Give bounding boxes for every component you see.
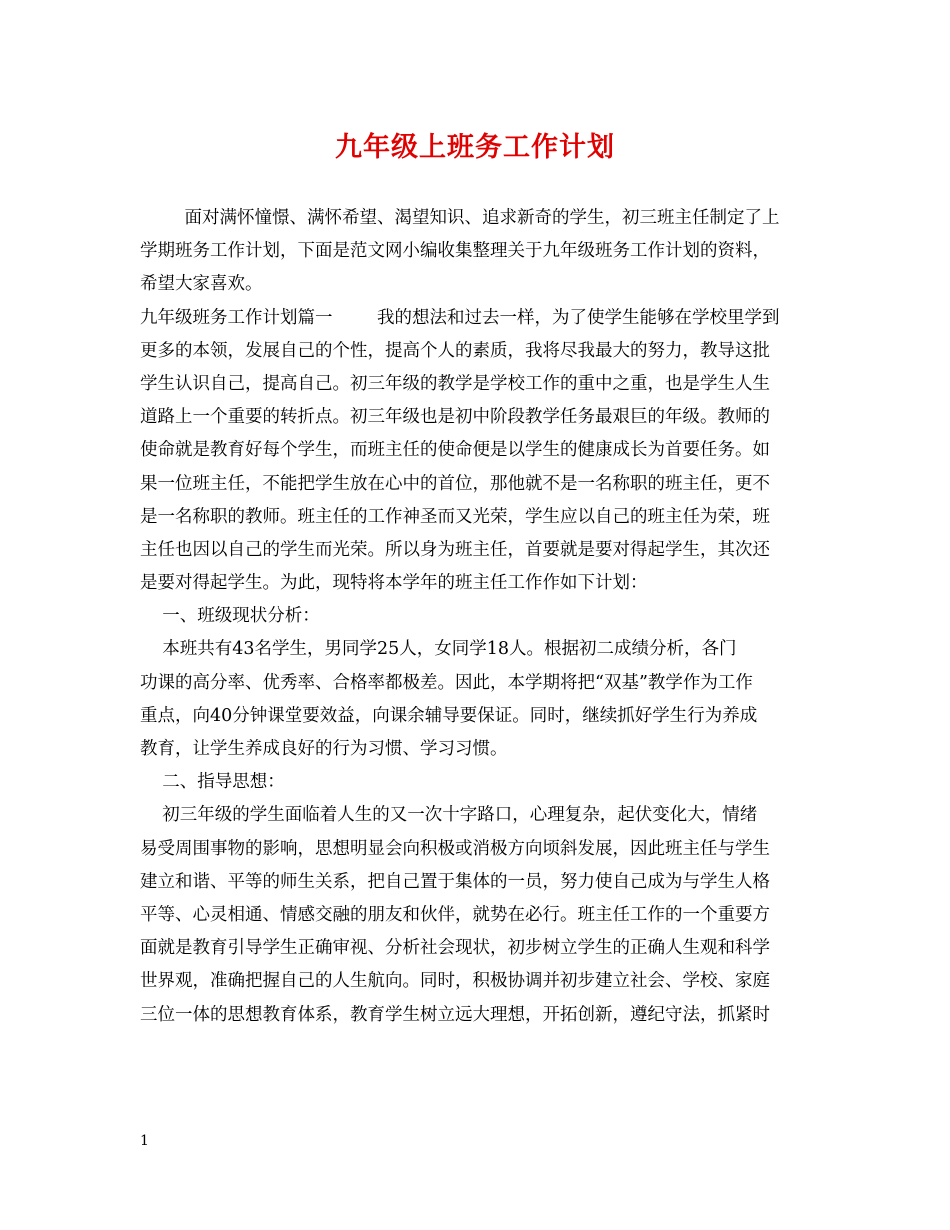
body-line: 建立和谐、平等的师生关系，把自己置于集体的一员，努力使自己成为与学生人格 (140, 871, 770, 892)
body-line: 学生认识自己，提高自己。初三年级的教学是学校工作的重中之重，也是学生人生 (140, 373, 770, 394)
body-line: 九年级班务工作计划篇一 我的想法和过去一样，为了使学生能够在学校里学到 (140, 307, 780, 328)
body-line: 希望大家喜欢。 (140, 274, 263, 295)
body-line: 平等、心灵相通、情感交融的朋友和伙伴，就势在必行。班主任工作的一个重要方 (140, 904, 770, 925)
body-line: 初三年级的学生面临着人生的又一次十字路口，心理复杂，起伏变化大，情绪 (140, 805, 758, 826)
body-line: 道路上一个重要的转折点。初三年级也是初中阶段教学任务最艰巨的年级。教师的 (140, 407, 770, 428)
document-body (140, 202, 812, 1032)
body-line: 教育，让学生养成良好的行为习惯、学习习惯。 (140, 739, 508, 759)
body-line: 三位一体的思想教育体系，教育学生树立远大理想，开拓创新，遵纪守法，抓紧时 (140, 1004, 770, 1025)
body-line: 功课的高分率、优秀率、合格率都极差。因此，本学期将把“双基”教学作为工作 (140, 672, 753, 693)
page-number: 1 (140, 1133, 149, 1149)
body-line: 面对满怀憧憬、满怀希望、渴望知识、追求新奇的学生，初三班主任制定了上 (140, 208, 780, 228)
document-title: 九年级上班务工作计划 (335, 132, 615, 163)
body-line: 主任也因以自己的学生而光荣。所以身为班主任，首要就是要对得起学生，其次还 (140, 539, 770, 560)
body-line: 易受周围事物的影响，思想明显会向积极或消极方向顷斜发展，因此班主任与学生 (140, 838, 770, 859)
body-line: 重点，向40分钟课堂要效益，向课余辅导要保证。同时，继续抓好学生行为养成 (140, 705, 758, 726)
section-heading: 一、班级现状分析： (140, 606, 320, 627)
body-line: 果一位班主任，不能把学生放在心中的首位，那他就不是一名称职的班主任，更不 (140, 473, 770, 494)
body-line: 使命就是教育好每个学生，而班主任的使命便是以学生的健康成长为首要任务。如 (140, 440, 770, 461)
body-line: 本班共有43名学生，男同学25人，女同学18人。根据初二成绩分析，各门 (140, 639, 737, 660)
body-line: 世界观，准确把握自己的人生航向。同时，积极协调并初步建立社会、学校、家庭 (140, 971, 770, 992)
body-line: 是一名称职的教师。班主任的工作神圣而又光荣，学生应以自己的班主任为荣，班 (140, 506, 770, 527)
body-line: 更多的本领，发展自己的个性，提高个人的素质，我将尽我最大的努力，教导这批 (140, 340, 770, 361)
body-line: 是要对得起学生。为此，现特将本学年的班主任工作作如下计划： (140, 573, 648, 594)
section-heading: 二、指导思想： (140, 772, 285, 793)
body-line: 面就是教育引导学生正确审视、分析社会现状，初步树立学生的正确人生观和科学 (140, 938, 770, 959)
body-line: 学期班务工作计划，下面是范文网小编收集整理关于九年级班务工作计划的资料， (140, 241, 770, 262)
